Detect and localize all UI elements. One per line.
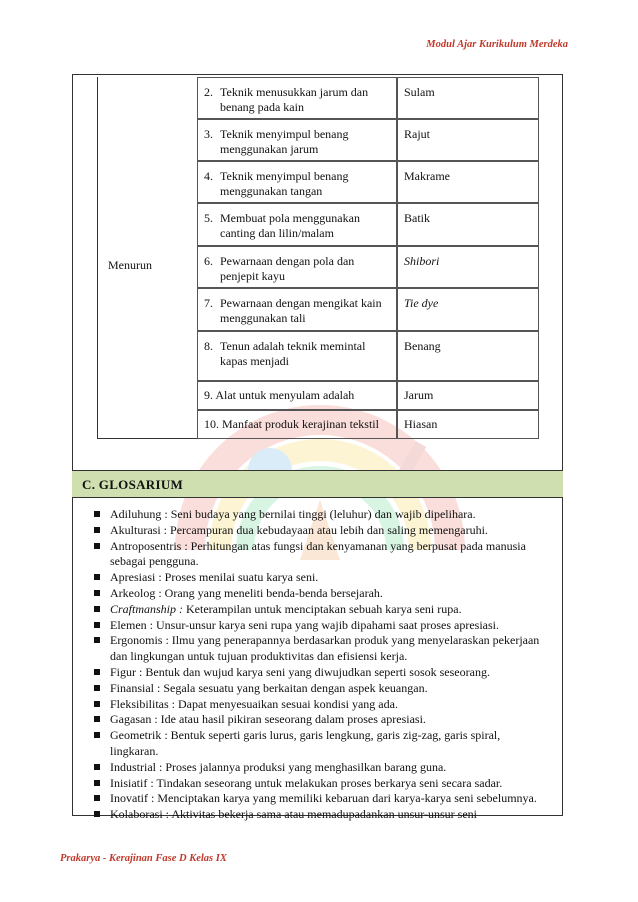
- list-item: Industrial : Proses jalannya produksi yang menghasilkan barang guna.: [94, 760, 549, 776]
- list-item: Elemen : Unsur-unsur karya seni rupa yang wajib dipahami saat proses apresiasi.: [94, 618, 549, 634]
- list-item: Inisiatif : Tindakan seseorang untuk melakukan proses berkarya seni secara sadar.: [94, 776, 549, 792]
- bullet-icon: [94, 764, 100, 770]
- page-footer: Prakarya - Kerajinan Fase D Kelas IX: [60, 853, 227, 864]
- bullet-icon: [94, 795, 100, 801]
- list-item: Arkeolog : Orang yang meneliti benda-benda bersejarah.: [94, 586, 549, 602]
- list-item: Geometrik : Bentuk seperti garis lurus, garis lengkung, garis zig-zag, garis spiral, lingkaran.: [94, 728, 549, 760]
- question-cell: 5. Membuat pola menggunakan canting dan lilin/malam: [197, 203, 397, 246]
- bullet-icon: [94, 780, 100, 786]
- bullet-icon: [94, 511, 100, 517]
- bullet-icon: [94, 543, 100, 549]
- bullet-icon: [94, 669, 100, 675]
- list-item: Fleksibilitas : Dapat menyesuaikan sesuai kondisi yang ada.: [94, 697, 549, 713]
- bullet-icon: [94, 811, 100, 817]
- bullet-icon: [94, 716, 100, 722]
- bullet-icon: [94, 637, 100, 643]
- answer-cell: Batik: [397, 203, 539, 246]
- bullet-icon: [94, 732, 100, 738]
- bullet-icon: [94, 701, 100, 707]
- question-cell: 6. Pewarnaan dengan pola dan penjepit kayu: [197, 246, 397, 288]
- bullet-icon: [94, 622, 100, 628]
- question-cell: 3. Teknik menyimpul benang menggunakan jarum: [197, 119, 397, 161]
- bullet-icon: [94, 606, 100, 612]
- list-item: Inovatif : Menciptakan karya yang memiliki kebaruan dari karya-karya seni sebelumnya.: [94, 791, 549, 807]
- list-item: Antroposentris : Perhitungan atas fungsi dan kenyamanan yang berpusat pada manusia sebagai pengguna.: [94, 539, 549, 571]
- answer-cell: Jarum: [397, 381, 539, 410]
- question-cell: 2. Teknik menusukkan jarum dan benang pada kain: [197, 77, 397, 119]
- answer-cell: Rajut: [397, 119, 539, 161]
- list-item: Kolaborasi : Aktivitas bekerja sama atau memadupadankan unsur-unsur seni: [94, 807, 549, 823]
- answer-cell: Benang: [397, 331, 539, 381]
- list-item: Craftmanship : Keterampilan untuk menciptakan sebuah karya seni rupa.: [94, 602, 549, 618]
- list-item: Ergonomis : Ilmu yang penerapannya berdasarkan produk yang menyelaraskan pekerjaan dan lingkungan untuk tujuan produktivitas dan efisiensi kerja.: [94, 633, 549, 665]
- bullet-icon: [94, 574, 100, 580]
- bullet-icon: [94, 685, 100, 691]
- question-cell: 9. Alat untuk menyulam adalah: [197, 381, 397, 410]
- list-item: Figur : Bentuk dan wujud karya seni yang diwujudkan seperti sosok seseorang.: [94, 665, 549, 681]
- answer-cell: Hiasan: [397, 410, 539, 439]
- question-cell: 4. Teknik menyimpul benang menggunakan tangan: [197, 161, 397, 203]
- list-item: Apresiasi : Proses menilai suatu karya seni.: [94, 570, 549, 586]
- glossary-heading: C. GLOSARIUM: [72, 470, 563, 498]
- question-cell: 7. Pewarnaan dengan mengikat kain menggunakan tali: [197, 288, 397, 331]
- answer-cell: Makrame: [397, 161, 539, 203]
- list-item: Gagasan : Ide atau hasil pikiran seseorang dalam proses apresiasi.: [94, 712, 549, 728]
- list-item: Akulturasi : Percampuran dua kebudayaan atau lebih dan saling memengaruhi.: [94, 523, 549, 539]
- answer-cell: Tie dye: [397, 288, 539, 331]
- answer-cell: Sulam: [397, 77, 539, 119]
- list-item: Finansial : Segala sesuatu yang berkaitan dengan aspek keuangan.: [94, 681, 549, 697]
- bullet-icon: [94, 527, 100, 533]
- list-item: Adiluhung : Seni budaya yang bernilai tinggi (leluhur) dan wajib dipelihara.: [94, 507, 549, 523]
- bullet-icon: [94, 590, 100, 596]
- question-cell: 10. Manfaat produk kerajinan tekstil: [197, 410, 397, 439]
- page-header: Modul Ajar Kurikulum Merdeka: [426, 39, 568, 50]
- glossary-list: [94, 507, 549, 823]
- answer-cell: Shibori: [397, 246, 539, 288]
- question-cell: 8. Tenun adalah teknik memintal kapas menjadi: [197, 331, 397, 381]
- direction-label: Menurun: [108, 258, 152, 272]
